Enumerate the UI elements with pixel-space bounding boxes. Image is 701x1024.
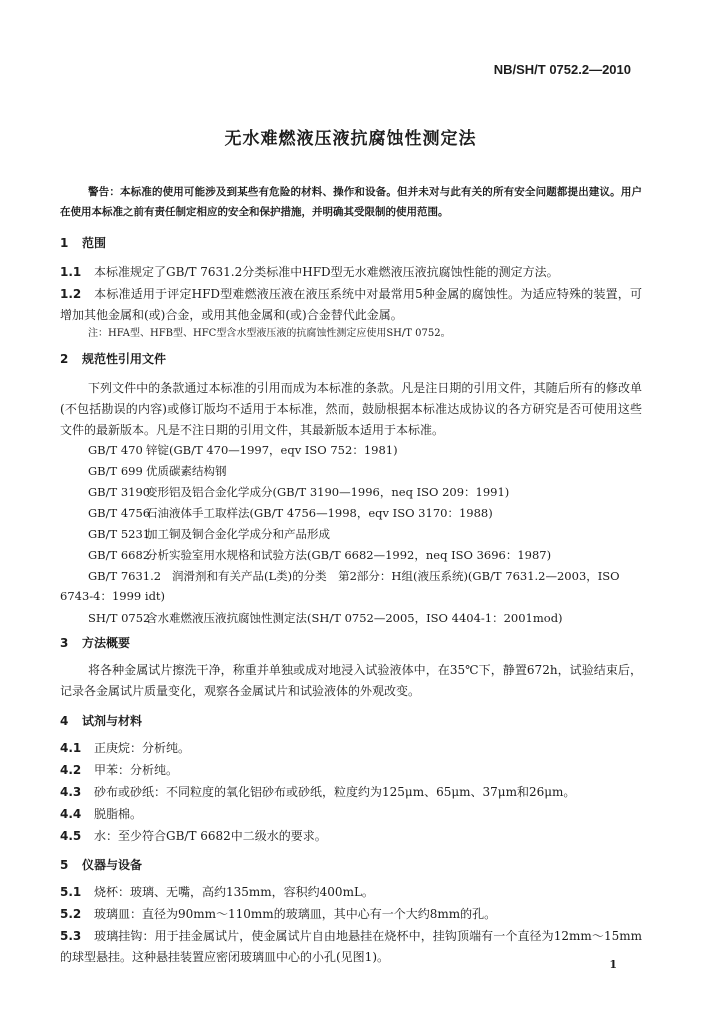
reference-item bbox=[88, 440, 398, 460]
clause-number: 5.2 bbox=[60, 907, 82, 921]
reference-code: GB/T 6682 bbox=[88, 548, 151, 562]
reference-title: 润滑剂和有关产品(L类)的分类 第2部分：H组(液压系统)(GB/T 7631.2—2003，ISO 6743-4：1999 idt) bbox=[60, 569, 620, 603]
reference-title: 分析实验室用水规格和试验方法(GB/T 6682—1992，neq ISO 3696：1987) bbox=[146, 548, 552, 562]
reference-code: GB/T 7631.2 bbox=[88, 569, 162, 583]
clause-number: 4.2 bbox=[60, 763, 82, 777]
section-1-heading bbox=[60, 234, 106, 251]
clause-text: 玻璃挂钩：用于挂金属试片，使金属试片自由地悬挂在烧杯中，挂钩顶端有一个直径为12mm～15mm的球型悬挂。这种悬挂装置应密闭玻璃皿中心的小孔(见图1)。 bbox=[60, 929, 642, 964]
clause-text: 本标准适用于评定HFD型难燃液压液在液压系统中对最常用5种金属的腐蚀性。为适应特殊的装置，可增加其他金属和(或)合金，或用其他金属和(或)合金替代此金属。 bbox=[60, 287, 642, 322]
reference-title: 变形铝及铝合金化学成分(GB/T 3190—1996，neq ISO 209：1991) bbox=[146, 485, 510, 499]
reference-code: SH/T 0752 bbox=[88, 611, 151, 625]
reference-item bbox=[60, 566, 642, 606]
clause-4-2 bbox=[60, 760, 642, 781]
section-number: 3 bbox=[60, 636, 69, 650]
section-title: 规范性引用文件 bbox=[82, 352, 167, 366]
page-number: 1 bbox=[609, 958, 617, 971]
standard-number: NB/SH/T 0752.2—2010 bbox=[493, 62, 631, 77]
clause-4-5 bbox=[60, 826, 642, 847]
section-title: 试剂与材料 bbox=[82, 714, 143, 728]
note: 注：HFA型、HFB型、HFC型含水型液压液的抗腐蚀性测定应使用SH/T 0752。 bbox=[88, 328, 451, 339]
clause-text: 水：至少符合GB/T 6682中二级水的要求。 bbox=[94, 829, 327, 843]
section-number: 1 bbox=[60, 236, 69, 250]
clause-number: 4.5 bbox=[60, 829, 82, 843]
clause-text: 正庚烷：分析纯。 bbox=[94, 741, 191, 755]
reference-item bbox=[88, 524, 330, 544]
normative-intro: 下列文件中的条款通过本标准的引用而成为本标准的条款。凡是注日期的引用文件，其随后所有的修改单(不包括勘误的内容)或修订版均不适用于本标准，然而，鼓励根据本标准达成协议的各方研究是否可使用这些文件的最新版本。凡是不注日期的引用文件，其最新版本适用于本标准。 bbox=[60, 381, 642, 437]
reference-code: GB/T 699 bbox=[88, 464, 143, 478]
section-title: 范围 bbox=[82, 236, 107, 250]
clause-number: 5.1 bbox=[60, 885, 82, 899]
reference-item bbox=[88, 608, 563, 628]
clause-text: 烧杯：玻璃、无嘴，高约135mm，容积约400mL。 bbox=[94, 885, 374, 899]
clause-4-1 bbox=[60, 738, 642, 759]
clause-5-1 bbox=[60, 882, 642, 903]
clause-5-3 bbox=[60, 926, 642, 968]
reference-code: GB/T 3190 bbox=[88, 485, 151, 499]
reference-title: 加工铜及铜合金化学成分和产品形成 bbox=[146, 527, 330, 541]
reference-item bbox=[88, 503, 493, 523]
clause-number: 4.4 bbox=[60, 807, 82, 821]
clause-number: 1.1 bbox=[60, 265, 82, 279]
clause-number: 5.3 bbox=[60, 929, 82, 943]
clause-text: 砂布或砂纸：不同粒度的氧化铝砂布或砂纸，粒度约为125μm、65μm、37μm和26μm。 bbox=[94, 785, 576, 799]
clause-5-2 bbox=[60, 904, 642, 925]
clause-number: 4.3 bbox=[60, 785, 82, 799]
section-title: 方法概要 bbox=[82, 636, 131, 650]
reference-item bbox=[88, 545, 551, 565]
reference-title: 优质碳素结构钢 bbox=[146, 464, 227, 478]
section-number: 2 bbox=[60, 352, 69, 366]
reference-title: 锌锭(GB/T 470—1997，eqv ISO 752：1981) bbox=[146, 443, 398, 457]
reference-item bbox=[88, 461, 227, 481]
clause-1-1 bbox=[60, 262, 642, 283]
warning-paragraph: 警告：本标准的使用可能涉及到某些有危险的材料、操作和设备。但并未对与此有关的所有安全问题都提出建议。用户在使用本标准之前有责任制定相应的安全和保护措施，并明确其受限制的使用范围。 bbox=[60, 186, 642, 218]
reference-item bbox=[88, 482, 509, 502]
section-2-heading bbox=[60, 350, 166, 367]
section-3-heading bbox=[60, 634, 130, 651]
section-number: 5 bbox=[60, 858, 69, 872]
clause-text: 本标准规定了GB/T 7631.2分类标准中HFD型无水难燃液压液抗腐蚀性能的测定方法。 bbox=[94, 265, 559, 279]
clause-number: 4.1 bbox=[60, 741, 82, 755]
reference-title: 含水难燃液压液抗腐蚀性测定法(SH/T 0752—2005，ISO 4404-1：2001mod) bbox=[146, 611, 563, 625]
clause-text: 脱脂棉。 bbox=[94, 807, 143, 821]
reference-code: GB/T 4756 bbox=[88, 506, 151, 520]
clause-1-2 bbox=[60, 284, 642, 326]
clause-4-3 bbox=[60, 782, 642, 803]
clause-text: 甲苯：分析纯。 bbox=[94, 763, 179, 777]
reference-title: 石油液体手工取样法(GB/T 4756—1998，eqv ISO 3170：1988) bbox=[146, 506, 493, 520]
clause-text: 玻璃皿：直径为90mm～110mm的玻璃皿，其中心有一个大约8mm的孔。 bbox=[94, 907, 497, 921]
method-summary: 将各种金属试片擦洗干净，称重并单独或成对地浸入试验液体中，在35℃下，静置672h，试验结束后，记录各金属试片质量变化，观察各金属试片和试验液体的外观改变。 bbox=[60, 663, 642, 698]
section-title: 仪器与设备 bbox=[82, 858, 143, 872]
section-4-heading bbox=[60, 712, 142, 729]
clause-number: 1.2 bbox=[60, 287, 82, 301]
section-5-heading bbox=[60, 856, 142, 873]
section-number: 4 bbox=[60, 714, 69, 728]
reference-code: GB/T 5231 bbox=[88, 527, 151, 541]
reference-code: GB/T 470 bbox=[88, 443, 143, 457]
document-title: 无水难燃液压液抗腐蚀性测定法 bbox=[224, 129, 477, 149]
clause-4-4 bbox=[60, 804, 642, 825]
